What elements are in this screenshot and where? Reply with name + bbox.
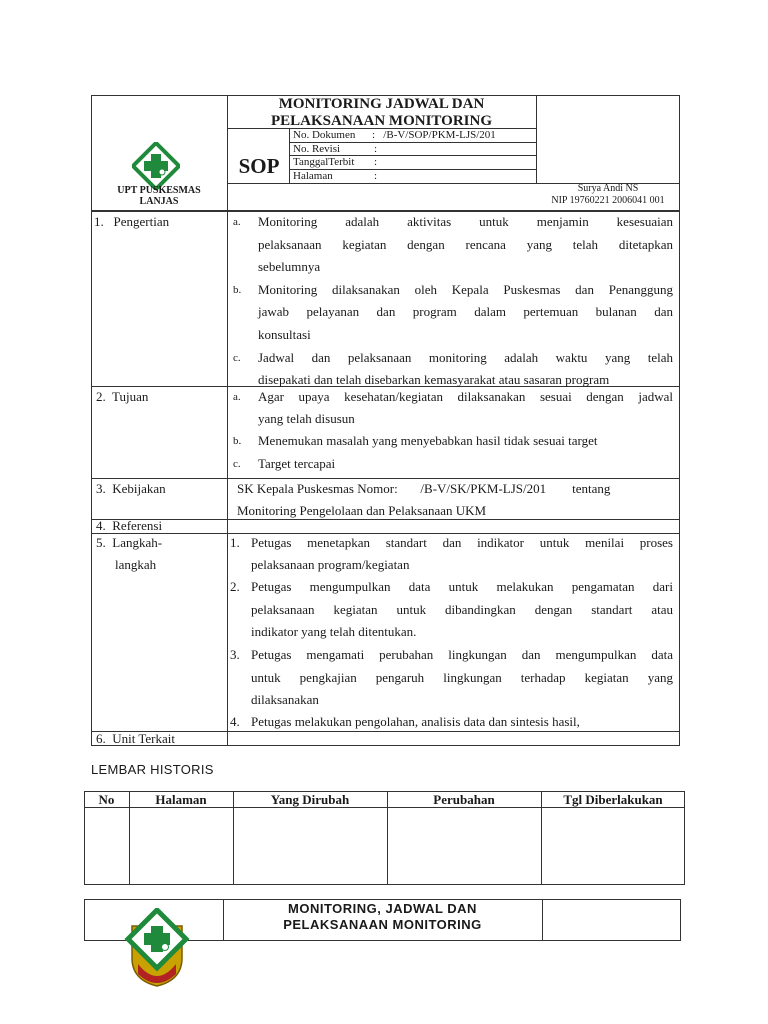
list-item-line: Petugas menetapkan standart dan indikator untuk menilai proses	[251, 535, 673, 550]
list-item-line: pelaksanaan program/kegiatan	[251, 557, 410, 572]
sop-label: SOP	[238, 154, 280, 178]
list-item-line: Menemukan masalah yang menyebabkan hasil tidak sesuai target	[258, 433, 598, 448]
list-item-line: pelaksanaan kegiatan untuk dibandingkan dengan standart atau	[251, 602, 673, 617]
list-item-line: Petugas mengamati perubahan lingkungan dan mengumpulkan data	[251, 647, 673, 662]
section-label-referensi: 4. Referensi	[96, 518, 163, 533]
history-col-tgl: Tgl Diberlakukan	[563, 792, 663, 807]
list-item-line: Agar upaya kesehatan/kegiatan dilaksanakan sesuai dengan jadwal	[258, 389, 673, 404]
revision-label: No. Revisi	[293, 143, 341, 155]
page-value: :	[374, 170, 378, 182]
list-item-line: pelaksanaan kegiatan dengan rencana yang telah ditetapkan	[258, 237, 673, 252]
footer-title-line1: MONITORING, JADWAL DAN	[288, 901, 477, 916]
list-item-line: sebelumnya	[258, 259, 321, 274]
footer-title-line2: PELAKSANAAN MONITORING	[283, 917, 482, 932]
history-col-yang-dirubah: Yang Dirubah	[270, 792, 350, 807]
footer-title	[223, 901, 542, 933]
list-marker: a.	[233, 216, 241, 228]
list-item-line: Target tercapai	[258, 456, 336, 471]
history-col-no: No	[98, 792, 115, 807]
list-marker: c.	[233, 458, 241, 470]
kebijakan-text-line2: Monitoring Pengelolaan dan Pelaksanaan UKM	[237, 503, 487, 518]
section-label-langkah-cont: langkah	[115, 557, 157, 572]
page-label: Halaman	[293, 170, 333, 182]
list-item-line: indikator yang telah ditentukan.	[251, 624, 417, 639]
history-title: LEMBAR HISTORIS	[91, 762, 214, 777]
kebijakan-text-line1: SK Kepala Puskesmas Nomor: /B-V/SK/PKM-LJS/201 tentang	[237, 481, 611, 496]
list-item-line: Petugas mengumpulkan data untuk melakukan pengamatan dari	[251, 579, 673, 594]
signer-nip: NIP 19760221 2006041 001	[551, 195, 665, 206]
list-item-line: Jadwal dan pelaksanaan monitoring adalah waktu yang telah	[258, 350, 673, 365]
header-title	[227, 96, 536, 130]
header-title-line2: PELAKSANAAN MONITORING	[271, 113, 492, 129]
section-label-tujuan: 2. Tujuan	[96, 389, 149, 404]
list-marker: 2.	[230, 579, 240, 594]
section-label-unit-terkait: 6. Unit Terkait	[96, 731, 176, 746]
org-name	[91, 185, 227, 207]
list-item-line: Monitoring dilaksanakan oleh Kepala Puskesmas dan Penanggung	[258, 282, 673, 297]
revision-value: :	[374, 143, 378, 155]
doc-no-label: No. Dokumen	[293, 129, 356, 141]
list-item-line: disepakati dan telah disebarkan kemasyarakat atau sasaran program	[258, 372, 610, 387]
list-item-line: konsultasi	[258, 327, 311, 342]
issue-date-value: :	[374, 156, 378, 168]
issue-date-label: TanggalTerbit	[293, 156, 355, 168]
history-col-perubahan: Perubahan	[433, 792, 495, 807]
doc-no-value: : /B-V/SOP/PKM-LJS/201	[372, 129, 496, 141]
list-marker: 4.	[230, 714, 240, 729]
section-label-langkah: 5. Langkah-	[96, 535, 163, 550]
list-marker: b.	[233, 435, 242, 447]
org-name-line2: LANJAS	[139, 196, 179, 207]
history-col-halaman: Halaman	[155, 792, 207, 807]
puskesmas-logo-icon	[132, 142, 180, 190]
list-item-line: jawab pelayanan dan program dalam pertemuan bulanan dan	[258, 304, 673, 319]
list-marker: 1.	[230, 535, 240, 550]
list-marker: b.	[233, 284, 242, 296]
list-marker: a.	[233, 391, 241, 403]
org-name-line1: UPT PUSKESMAS	[117, 185, 201, 196]
section-label-kebijakan: 3. Kebijakan	[96, 481, 166, 496]
section-label-pengertian: 1. Pengertian	[94, 214, 170, 229]
list-item-line: untuk pengkajian pengaruh lingkungan terhadap kegiatan yang	[251, 670, 673, 685]
puskesmas-logo-icon	[124, 908, 190, 988]
signer-block	[536, 183, 680, 207]
header-title-line1: MONITORING JADWAL DAN	[278, 96, 485, 112]
list-marker: c.	[233, 352, 241, 364]
signer-name: Surya Andi NS	[577, 183, 639, 194]
list-item-line: yang telah disusun	[258, 411, 355, 426]
list-item-line: dilaksanakan	[251, 692, 319, 707]
list-marker: 3.	[230, 647, 240, 662]
list-item-line: Monitoring adalah aktivitas untuk menjamin kesesuaian	[258, 214, 673, 229]
list-item-line: Petugas melakukan pengolahan, analisis data dan sintesis hasil,	[251, 714, 580, 729]
